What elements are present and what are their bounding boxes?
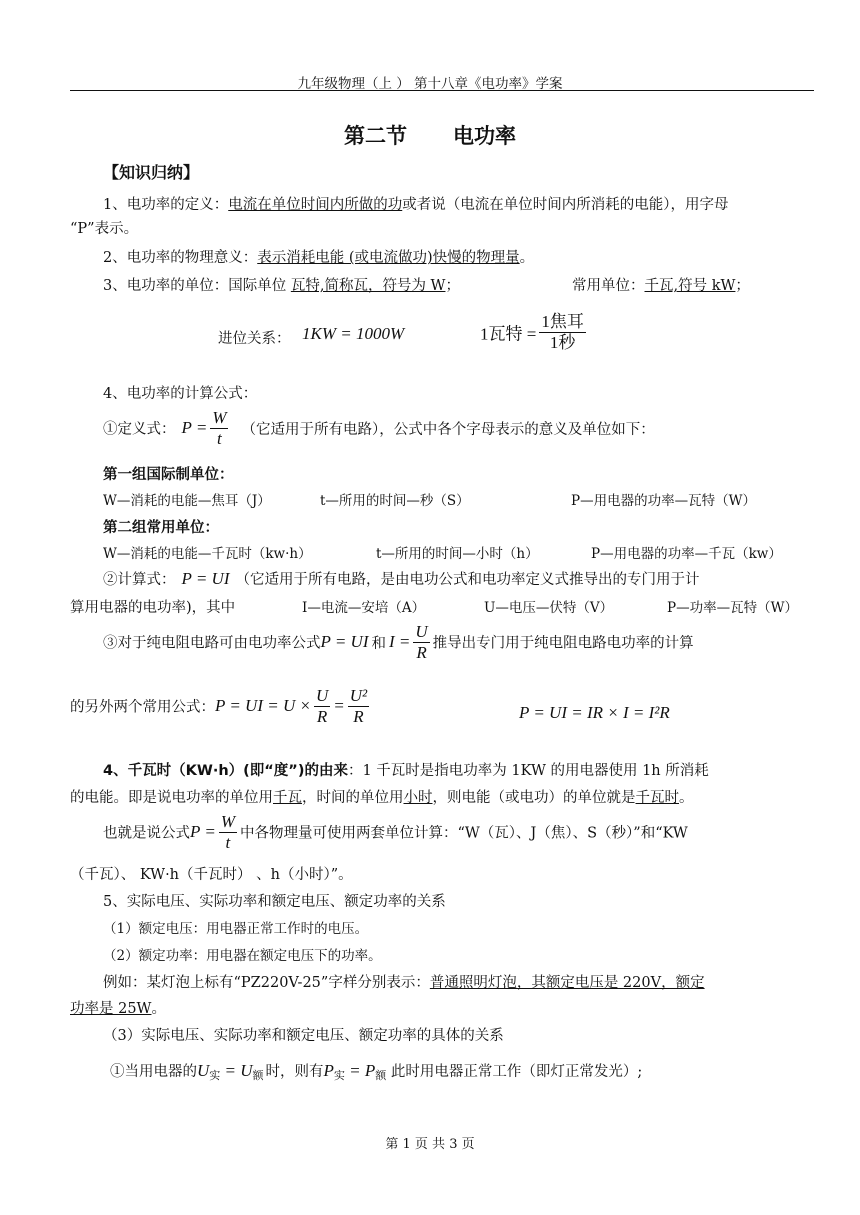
rated-heading: 5、实际电压、实际功率和额定电压、额定功率的关系 <box>103 894 446 910</box>
group1-w: W—消耗的电能—焦耳（J） <box>103 493 271 509</box>
calc-p: P—功率—瓦特（W） <box>667 600 798 616</box>
section-heading: 【知识归纳】 <box>103 163 200 182</box>
meaning-line: 2、电功率的物理意义：表示消耗电能 (或电流做功)快慢的物理量。 <box>103 250 535 266</box>
calc-i: I—电流—安培（A） <box>302 600 426 616</box>
title-part1: 第二节 <box>344 124 407 148</box>
conversion-watt: 1瓦特 = $\frac{\text{1焦耳}}{\text{1秒}}$ <box>480 312 584 352</box>
group1-title: 第一组国际制单位： <box>103 467 234 483</box>
group2-t: t—所用的时间—小时（h） <box>376 546 539 562</box>
page-footer: 第 1 页 共 3 页 <box>385 1137 475 1152</box>
group2-w: W—消耗的电能—千瓦时（kw·h） <box>103 546 312 562</box>
page-header: 九年级物理（上 ） 第十八章《电功率》学案 <box>297 76 563 92</box>
rated-power: （2）额定功率：用电器在额定电压下的功率。 <box>103 948 382 964</box>
calc-formula: ②计算式： P = UI （它适用于所有电路，是由电功公式和电功率定义式推导出的专门用于计 <box>103 569 700 588</box>
kwh-line-cont: 的电能。即是说电功率的单位用千瓦，时间的单位用小时，则电能（或电功）的单位就是千瓦时。 <box>70 790 694 806</box>
formula-heading: 4、电功率的计算公式： <box>103 386 258 402</box>
relation-heading: （3）实际电压、实际功率和额定电压、额定功率的具体的关系 <box>103 1028 504 1044</box>
group1-p: P—用电器的功率—瓦特（W） <box>571 493 756 509</box>
units-note: 也就是说公式P = $\frac{W}{t}$ 中各物理量可使用两套单位计算：“W（瓦）、J（焦）、S（秒）”和“KW <box>103 812 688 852</box>
unit-line: 3、电功率的单位：国际单位 瓦特,简称瓦，符号为 W； <box>103 278 460 294</box>
title-part2: 电功率 <box>453 124 516 148</box>
conversion-label: 进位关系： <box>218 331 291 347</box>
calc-u: U—电压—伏特（V） <box>484 600 614 616</box>
page-title <box>0 120 860 150</box>
group1-t: t—所用的时间—秒（S） <box>320 493 470 509</box>
definition-line-cont: “P”表示。 <box>70 221 139 237</box>
relation-case-1: ①当用电器的$U_实 = U_额$ 时，则有$P_实 = P_额$ 此时用电器正常工作（即灯正常发光）; <box>110 1061 643 1082</box>
definition-formula: ①定义式： P = $\frac{W}{t}$ （它适用于所有电路），公式中各个字母表示的意义及单位如下： <box>103 408 655 448</box>
conversion-kw: 1KW = 1000W <box>302 324 405 343</box>
rated-voltage: （1）额定电压：用电器正常工作时的电压。 <box>103 921 369 937</box>
units-note-cont: （千瓦）、 KW·h（千瓦时） 、h（小时）”。 <box>70 867 353 883</box>
group2-title: 第二组常用单位： <box>103 520 219 536</box>
kwh-line: 4、千瓦时（KW·h）(即“度”)的由来：1 千瓦时是指电功率为 1KW 的用电器使用 1h 所消耗 <box>103 763 709 779</box>
common-unit: 常用单位：千瓦,符号 kW； <box>572 278 750 294</box>
definition-line: 1、电功率的定义：电流在单位时间内所做的功或者说（电流在单位时间内所消耗的电能），用字母 <box>103 197 729 213</box>
example-line-cont: 功率是 25W。 <box>70 1001 166 1017</box>
pure-resistance-line: ③对于纯电阻电路可由电功率公式P = UI 和 I = $\frac{U}{R}$ 推导出专门用于纯电阻电路电功率的计算 <box>103 622 694 662</box>
calc-formula-cont: 算用电器的电功率)，其中 <box>70 600 236 616</box>
power-formula-ir: P = UI = IR × I = I²R <box>519 703 670 722</box>
header-rule <box>70 90 814 91</box>
pure-resistance-formulas: 的另外两个常用公式：P = UI = U × $\frac{U}{R}$ = $\frac{\text{U²}}{R}$ <box>70 686 368 726</box>
group2-p: P—用电器的功率—千瓦（kw） <box>591 546 782 562</box>
example-line: 例如：某灯泡上标有“PZ220V-25”字样分别表示：普通照明灯泡，其额定电压是 220V，额定 <box>103 975 705 991</box>
